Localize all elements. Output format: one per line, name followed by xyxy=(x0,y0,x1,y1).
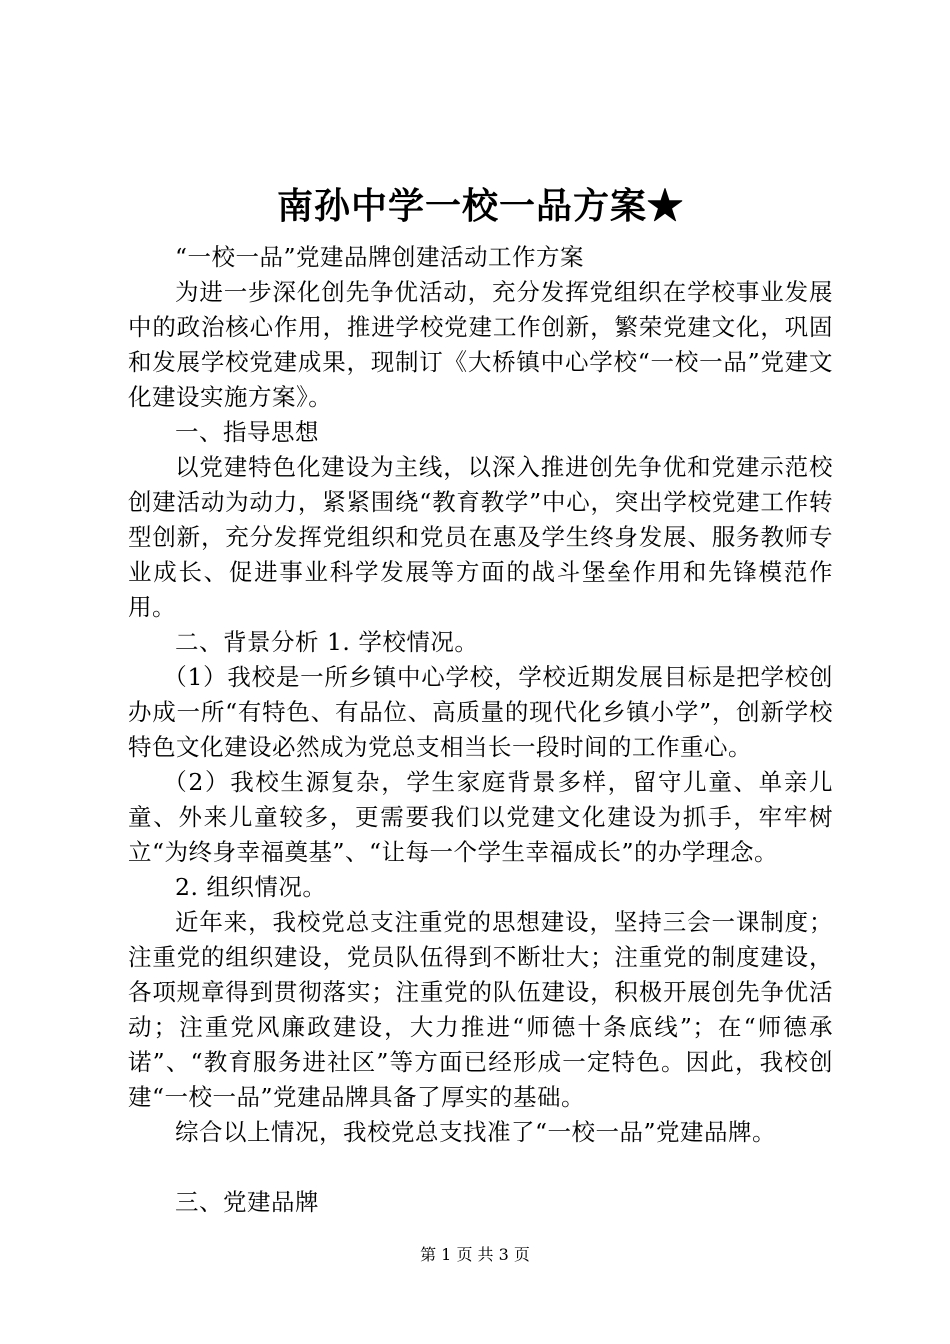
document-title: 南孙中学一校一品方案★ xyxy=(276,185,684,227)
document-page xyxy=(128,180,833,1220)
page-footer: 第 1 页 共 3 页 xyxy=(420,1245,530,1264)
section-heading-guiding-thought: 一、指导思想 xyxy=(175,418,319,446)
school-situation-item-2: （2）我校生源复杂，学生家庭背景多样，留守儿童、单亲儿童、外来儿童较多，更需要我们以党建文化建设为抓手，牢牢树立“为终身幸福奠基”、“让每一个学生幸福成长”的办学理念。 xyxy=(128,768,833,866)
section-heading-background: 二、背景分析 1. 学校情况。 xyxy=(175,628,479,656)
subheading-organization: 2. 组织情况。 xyxy=(175,873,327,901)
school-situation-item-1: （1）我校是一所乡镇中心学校，学校近期发展目标是把学校创办成一所“有特色、有品位、高质量的现代化乡镇小学”，创新学校特色文化建设必然成为党总支相当长一段时间的工作重心。 xyxy=(128,663,833,761)
summary-paragraph: 综合以上情况，我校党总支找准了“一校一品”党建品牌。 xyxy=(175,1118,777,1146)
organization-paragraph: 近年来，我校党总支注重党的思想建设，坚持三会一课制度；注重党的组织建设，党员队伍得到不断壮大；注重党的制度建设，各项规章得到贯彻落实；注重党的队伍建设，积极开展创先争优活动；注重党风廉政建设，大力推进“师德十条底线”；在“师德承诺”、“教育服务进社区”等方面已经形成一定特色。因此，我校创建“一校一品”党建品牌具备了厚实的基础。 xyxy=(128,908,833,1111)
guiding-thought-paragraph: 以党建特色化建设为主线，以深入推进创先争优和党建示范校创建活动为动力，紧紧围绕“教育教学”中心，突出学校党建工作转型创新，充分发挥党组织和党员在惠及学生终身发展、服务教师专业成长、促进事业科学发展等方面的战斗堡垒作用和先锋模范作用。 xyxy=(128,453,833,621)
subtitle-paragraph: “一校一品”党建品牌创建活动工作方案 xyxy=(175,243,585,271)
section-heading-party-brand: 三、党建品牌 xyxy=(175,1188,319,1216)
paragraph-gap xyxy=(128,1150,833,1185)
intro-paragraph: 为进一步深化创先争优活动，充分发挥党组织在学校事业发展中的政治核心作用，推进学校党建工作创新，繁荣党建文化，巩固和发展学校党建成果，现制订《大桥镇中心学校“一校一品”党建文化建设实施方案》。 xyxy=(128,278,833,411)
